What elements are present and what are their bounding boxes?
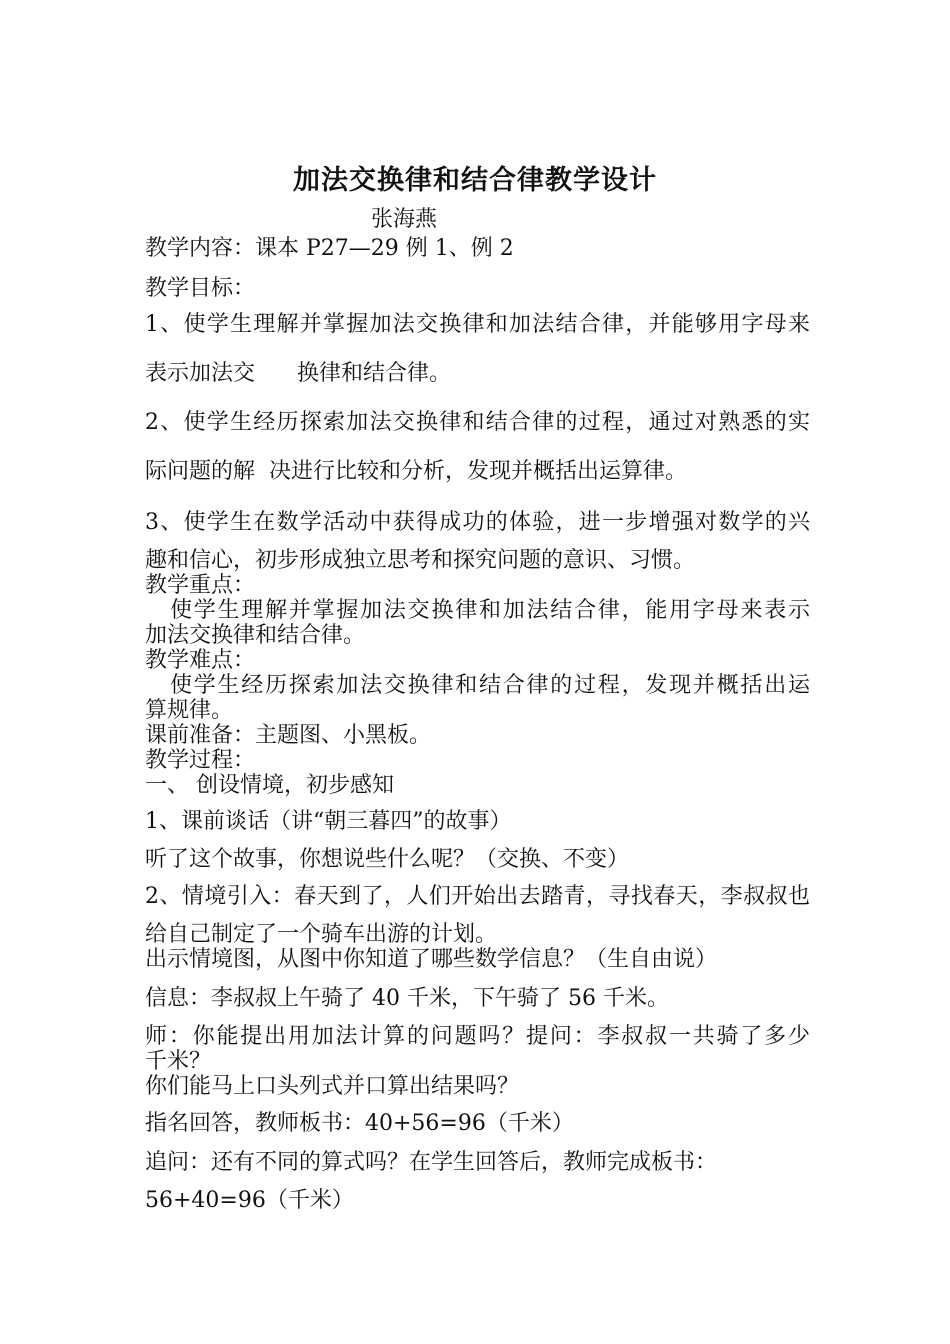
- section-heading: 教学难点：: [145, 648, 256, 673]
- text-line: 指名回答，教师板书：40+56=96（千米）: [145, 1111, 574, 1136]
- text-line: 1、课前谈话（讲“朝三暮四”的故事）: [145, 809, 512, 834]
- text-line: [145, 459, 810, 485]
- text-line: 加法交换律和结合律。: [145, 623, 366, 648]
- text-line: 千米？: [145, 1049, 212, 1074]
- text-line: 给自己制定了一个骑车出游的计划。: [145, 922, 498, 947]
- text-line: 算规律。: [145, 698, 234, 723]
- text-line: 使学生理解并掌握加法交换律和加法结合律，能用字母来表示: [170, 598, 810, 623]
- text-line: 教学内容：课本 P27—29 例 1、例 2: [145, 236, 514, 261]
- text-fragment: 表示加法交: [145, 361, 256, 386]
- text-line: 2、使学生经历探索加法交换律和结合律的过程，通过对熟悉的实: [145, 410, 810, 435]
- text-line: 一、 创设情境，初步感知: [145, 773, 394, 798]
- text-line: 追问：还有不同的算式吗？在学生回答后，教师完成板书：: [145, 1150, 718, 1175]
- text-line: 课前准备：主题图、小黑板。: [145, 723, 432, 748]
- text-line: 师：你能提出用加法计算的问题吗？提问：李叔叔一共骑了多少: [145, 1024, 810, 1049]
- section-heading: 教学重点：: [145, 573, 256, 598]
- text-line: 趣和信心，初步形成独立思考和探究问题的意识、习惯。: [145, 548, 696, 573]
- text-line: 2、情境引入：春天到了，人们开始出去踏青，寻找春天，李叔叔也: [145, 884, 810, 909]
- text-fragment: 换律和结合律。: [297, 361, 452, 386]
- text-line: 56+40=96（千米）: [145, 1188, 354, 1213]
- section-heading: 教学过程：: [145, 748, 256, 773]
- text-line: 你们能马上口头列式并口算出结果吗？: [145, 1074, 520, 1099]
- text-line: 教学目标：: [145, 276, 256, 301]
- text-line: 信息：李叔叔上午骑了 40 千米，下午骑了 56 千米。: [145, 986, 669, 1011]
- text-line: 出示情境图，从图中你知道了哪些数学信息？（生自由说）: [145, 947, 718, 972]
- document-title: 加法交换律和结合律教学设计: [293, 165, 657, 196]
- text-fragment: 际问题的解: [145, 459, 256, 484]
- document-author: 张海燕: [371, 207, 438, 232]
- text-line: 使学生经历探索加法交换律和结合律的过程，发现并概括出运: [170, 673, 810, 698]
- text-fragment: 决进行比较和分析，发现并概括出运算律。: [269, 459, 688, 484]
- text-line: 听了这个故事，你想说些什么呢？（交换、不变）: [145, 847, 630, 872]
- text-line: 3、使学生在数学活动中获得成功的体验，进一步增强对数学的兴: [145, 510, 810, 535]
- text-line: [145, 361, 810, 387]
- text-line: 1、使学生理解并掌握加法交换律和加法结合律，并能够用字母来: [145, 312, 810, 337]
